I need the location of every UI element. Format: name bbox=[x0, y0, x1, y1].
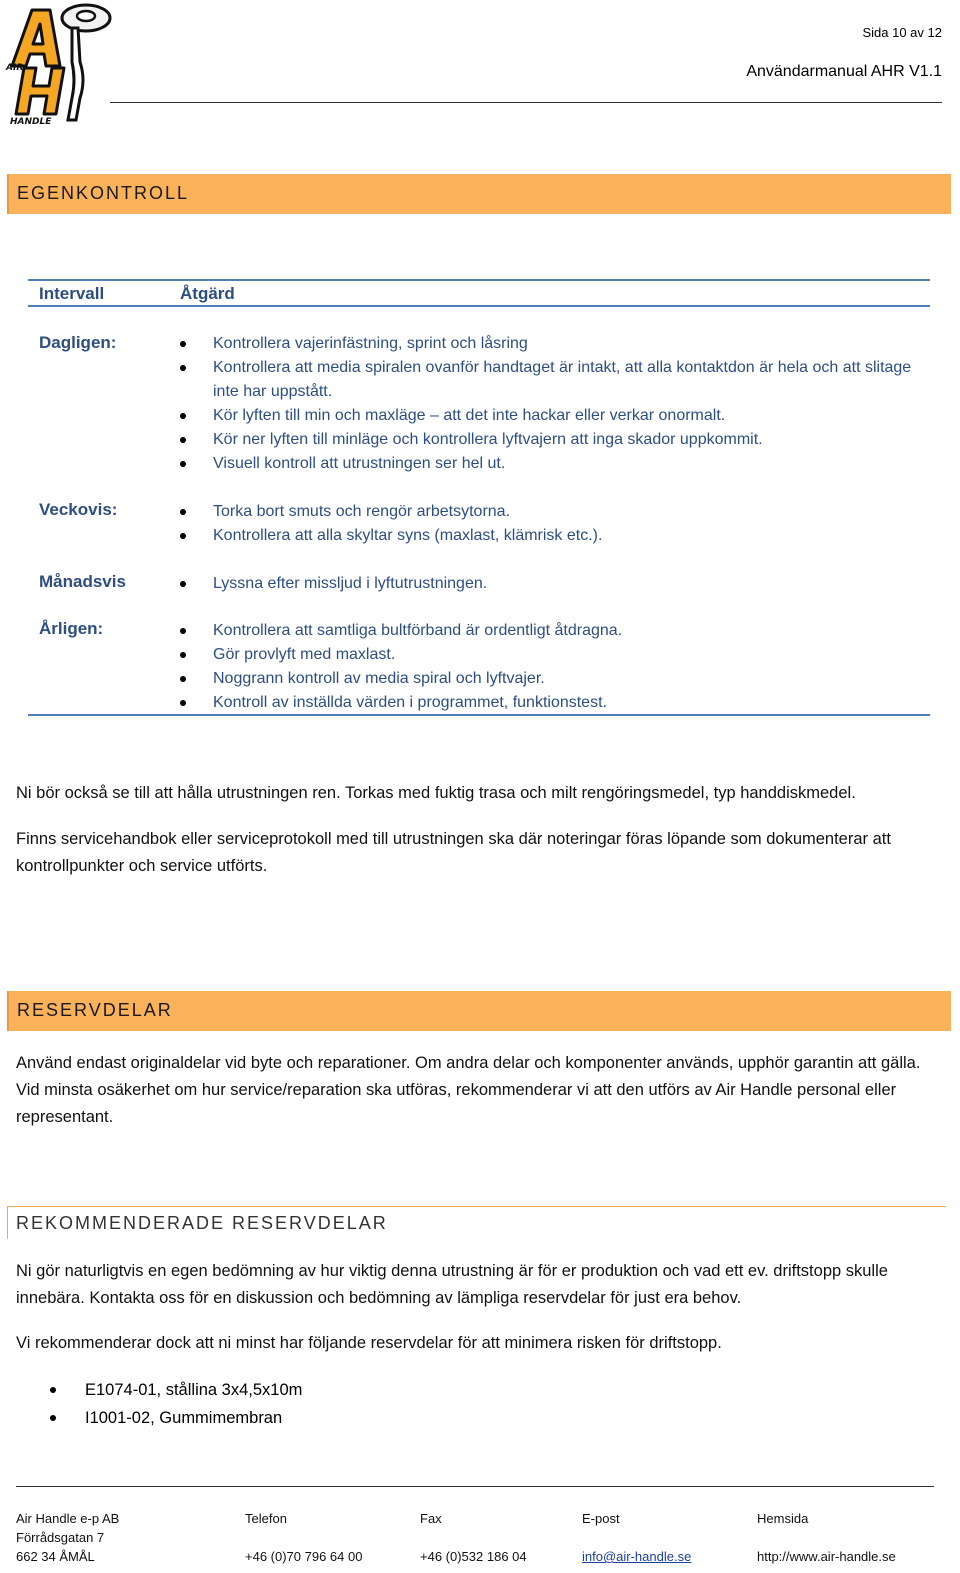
list-item: Noggrann kontroll av media spiral och lyftvajer. bbox=[180, 667, 920, 691]
list-item: Visuell kontroll att utrustningen ser hel ut. bbox=[180, 452, 920, 476]
recommended-parts-list bbox=[50, 1376, 302, 1432]
footer-website bbox=[757, 1509, 896, 1566]
footer-fax bbox=[420, 1509, 527, 1566]
website-url: http://www.air-handle.se bbox=[757, 1549, 896, 1564]
section-heading-text: RESERVDELAR bbox=[17, 1000, 173, 1020]
interval-yearly: Årligen: bbox=[39, 619, 104, 638]
section-heading-text: EGENKONTROLL bbox=[17, 183, 190, 203]
list-item: Kontroll av inställda värden i programmet, funktionstest. bbox=[180, 691, 920, 715]
list-item: I1001-02, Gummimembran bbox=[50, 1404, 302, 1432]
website-label: Hemsida bbox=[757, 1511, 809, 1526]
interval-monthly: Månadsvis bbox=[39, 572, 126, 591]
daily-action-list bbox=[180, 332, 920, 476]
table-bottom-rule bbox=[28, 714, 930, 716]
list-item: Kontrollera att alla skyltar syns (maxlast, klämrisk etc.). bbox=[180, 524, 920, 548]
footer-phone bbox=[245, 1509, 362, 1566]
interval-weekly: Veckovis: bbox=[39, 500, 118, 519]
cleaning-note: Ni bör också se till att hålla utrustningen ren. Torkas med fuktig trasa och milt rengöringsmedel, typ handdiskmedel. bbox=[16, 784, 856, 802]
email-link[interactable]: info@air-handle.se bbox=[582, 1549, 692, 1564]
recommended-text-2: Vi rekommenderar dock att ni minst har följande reservdelar för att minimera risken för driftstopp. bbox=[16, 1334, 722, 1352]
list-item: Kör ner lyften till minläge och kontrollera lyftvajern att inga skador uppkommit. bbox=[180, 428, 920, 452]
weekly-action-list bbox=[180, 500, 920, 548]
table-header-rule bbox=[28, 305, 930, 307]
fax-number: +46 (0)532 186 04 bbox=[420, 1549, 527, 1564]
svg-text:AIR: AIR bbox=[6, 63, 24, 73]
page-number: Sida 10 av 12 bbox=[862, 25, 942, 40]
header-divider bbox=[110, 102, 942, 103]
section-heading-text: REKOMMENDERADE RESERVDELAR bbox=[16, 1213, 388, 1233]
air-handle-logo bbox=[2, 2, 114, 126]
list-item: Gör provlyft med maxlast. bbox=[180, 643, 920, 667]
postal-city: 662 34 ÅMÅL bbox=[16, 1549, 95, 1564]
section-heading-rekommenderade bbox=[7, 1206, 946, 1239]
section-heading-reservdelar bbox=[7, 991, 951, 1031]
section-heading-egenkontroll bbox=[7, 174, 951, 214]
interval-daily: Dagligen: bbox=[39, 333, 117, 352]
company-name: Air Handle e-p AB bbox=[16, 1511, 120, 1526]
fax-label: Fax bbox=[420, 1511, 442, 1526]
spare-parts-text: Använd endast originaldelar vid byte och reparationer. Om andra delar och komponenter används, upphör garantin att gälla. Vid minsta osäkerhet om hur service/reparation ska utföras, rekommenderar vi att den utförs av Air Handle personal eller representant. bbox=[16, 1054, 921, 1126]
svg-text:HANDLE: HANDLE bbox=[10, 117, 52, 126]
phone-number: +46 (0)70 796 64 00 bbox=[245, 1549, 363, 1564]
list-item: Kontrollera vajerinfästning, sprint och låsring bbox=[180, 332, 920, 356]
phone-label: Telefon bbox=[245, 1511, 287, 1526]
column-header-interval: Intervall bbox=[39, 284, 105, 303]
list-item: Torka bort smuts och rengör arbetsytorna. bbox=[180, 500, 920, 524]
service-note: Finns servicehandbok eller serviceprotokoll med till utrustningen ska där noteringar föras löpande som dokumenterar att kontrollpunkter och service utförts. bbox=[16, 830, 891, 875]
monthly-action-list bbox=[180, 572, 920, 596]
list-item: Kontrollera att samtliga bultförband är ordentligt åtdragna. bbox=[180, 619, 920, 643]
footer-address bbox=[16, 1509, 119, 1566]
list-item: Kör lyften till min och maxläge – att det inte hackar eller verkar onormalt. bbox=[180, 404, 920, 428]
table-top-rule bbox=[28, 279, 930, 281]
list-item: Kontrollera att media spiralen ovanför handtaget är intakt, att alla kontaktdon är hela och att slitage inte har uppstått. bbox=[180, 356, 920, 404]
list-item: E1074-01, stållina 3x4,5x10m bbox=[50, 1376, 302, 1404]
email-label: E-post bbox=[582, 1511, 620, 1526]
recommended-text-1: Ni gör naturligtvis en egen bedömning av hur viktig denna utrustning är för er produktion och vad ett ev. driftstopp skulle innebära. Kontakta oss för en diskussion och bedömning av lämpliga reservdelar för just era behov. bbox=[16, 1262, 888, 1307]
footer-divider bbox=[16, 1486, 934, 1487]
column-header-action: Åtgärd bbox=[180, 284, 235, 303]
street-address: Förrådsgatan 7 bbox=[16, 1530, 105, 1545]
list-item: Lyssna efter missljud i lyftutrustningen. bbox=[180, 572, 920, 596]
footer-email bbox=[582, 1509, 691, 1566]
yearly-action-list bbox=[180, 619, 920, 715]
manual-title: Användarmanual AHR V1.1 bbox=[746, 63, 942, 80]
